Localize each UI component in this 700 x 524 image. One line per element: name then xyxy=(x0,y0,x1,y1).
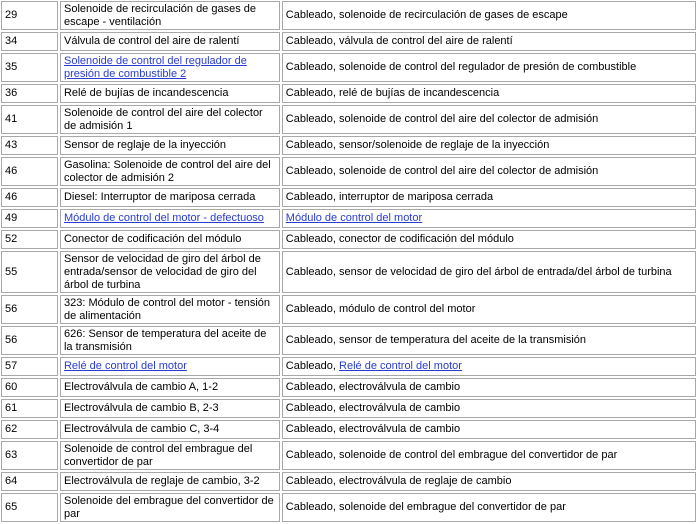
table-row xyxy=(1,378,696,397)
fix-prefix: Cableado, xyxy=(285,360,340,372)
component-cell: Solenoide de control del aire del colector de admisión 1 xyxy=(60,105,280,134)
code-cell: 65 xyxy=(1,493,58,522)
code-cell: 29 xyxy=(1,1,58,30)
component-cell: Diesel: Interruptor de mariposa cerrada xyxy=(60,188,280,207)
component-cell: Electroválvula de cambio B, 2-3 xyxy=(60,399,280,418)
code-cell: 46 xyxy=(1,188,58,207)
fix-cell: Cableado, electroválvula de cambio xyxy=(282,399,696,418)
fix-cell: Cableado, electroválvula de reglaje de cambio xyxy=(282,472,696,491)
component-cell xyxy=(60,357,280,376)
component-link[interactable]: Relé de control del motor xyxy=(63,360,187,372)
fix-cell: Cableado, solenoide de control del embrague del convertidor de par xyxy=(282,441,696,470)
code-cell: 46 xyxy=(1,157,58,186)
component-cell xyxy=(60,53,280,82)
table-row xyxy=(1,441,696,470)
table-row xyxy=(1,136,696,155)
fix-cell: Cableado, solenoide de control del regulador de presión de combustible xyxy=(282,53,696,82)
component-cell: Gasolina: Solenoide de control del aire del colector de admisión 2 xyxy=(60,157,280,186)
code-cell: 60 xyxy=(1,378,58,397)
table-row xyxy=(1,84,696,103)
component-cell: Electroválvula de cambio C, 3-4 xyxy=(60,420,280,439)
code-cell: 35 xyxy=(1,53,58,82)
table-row xyxy=(1,420,696,439)
table-row xyxy=(1,188,696,207)
code-cell: 64 xyxy=(1,472,58,491)
component-cell: 323: Módulo de control del motor - tensión de alimentación xyxy=(60,295,280,324)
fix-cell: Cableado, solenoide de recirculación de gases de escape xyxy=(282,1,696,30)
table-row xyxy=(1,295,696,324)
table-row xyxy=(1,357,696,376)
table-row xyxy=(1,157,696,186)
code-cell: 56 xyxy=(1,326,58,355)
table-row xyxy=(1,53,696,82)
component-cell: Solenoide del embrague del convertidor de par xyxy=(60,493,280,522)
component-cell: Relé de bujías de incandescencia xyxy=(60,84,280,103)
code-cell: 34 xyxy=(1,32,58,51)
fix-cell: Cableado, sensor de temperatura del aceite de la transmisión xyxy=(282,326,696,355)
fix-cell: Cableado, sensor de velocidad de giro del árbol de entrada/del árbol de turbina xyxy=(282,251,696,293)
component-cell: Sensor de velocidad de giro del árbol de entrada/sensor de velocidad de giro del árbol de turbina xyxy=(60,251,280,293)
component-cell: Solenoide de control del embrague del convertidor de par xyxy=(60,441,280,470)
fix-cell: Cableado, válvula de control del aire de ralentí xyxy=(282,32,696,51)
code-cell: 36 xyxy=(1,84,58,103)
code-cell: 61 xyxy=(1,399,58,418)
table-row xyxy=(1,251,696,293)
fix-link[interactable]: Relé de control del motor xyxy=(339,360,462,372)
table-row xyxy=(1,399,696,418)
fix-cell: Cableado, electroválvula de cambio xyxy=(282,378,696,397)
table-row xyxy=(1,209,696,228)
code-cell: 49 xyxy=(1,209,58,228)
table-row xyxy=(1,32,696,51)
component-link[interactable]: Solenoide de control del regulador de presión de combustible 2 xyxy=(63,54,247,80)
table-row xyxy=(1,230,696,249)
table-row xyxy=(1,472,696,491)
code-cell: 57 xyxy=(1,357,58,376)
component-cell: Sensor de reglaje de la inyección xyxy=(60,136,280,155)
fix-cell: Cableado, interruptor de mariposa cerrada xyxy=(282,188,696,207)
component-cell: Electroválvula de reglaje de cambio, 3-2 xyxy=(60,472,280,491)
component-cell: Solenoide de recirculación de gases de escape - ventilación xyxy=(60,1,280,30)
fix-cell: Cableado, relé de bujías de incandescencia xyxy=(282,84,696,103)
fix-cell: Cableado, sensor/solenoide de reglaje de la inyección xyxy=(282,136,696,155)
component-cell: Válvula de control del aire de ralentí xyxy=(60,32,280,51)
code-cell: 41 xyxy=(1,105,58,134)
code-cell: 43 xyxy=(1,136,58,155)
component-cell: 626: Sensor de temperatura del aceite de la transmisión xyxy=(60,326,280,355)
fix-cell xyxy=(282,209,696,228)
code-cell: 55 xyxy=(1,251,58,293)
fix-cell xyxy=(282,357,696,376)
component-cell: Conector de codificación del módulo xyxy=(60,230,280,249)
component-cell: Electroválvula de cambio A, 1-2 xyxy=(60,378,280,397)
fix-link[interactable]: Módulo de control del motor xyxy=(285,212,423,224)
table-row xyxy=(1,326,696,355)
table-row xyxy=(1,1,696,30)
table-row xyxy=(1,493,696,522)
code-cell: 56 xyxy=(1,295,58,324)
code-cell: 62 xyxy=(1,420,58,439)
table-row xyxy=(1,105,696,134)
fix-cell: Cableado, solenoide del embrague del convertidor de par xyxy=(282,493,696,522)
component-link[interactable]: Módulo de control del motor - defectuoso xyxy=(63,212,264,224)
fix-cell: Cableado, conector de codificación del módulo xyxy=(282,230,696,249)
fix-cell: Cableado, módulo de control del motor xyxy=(282,295,696,324)
fix-cell: Cableado, solenoide de control del aire del colector de admisión xyxy=(282,105,696,134)
fix-cell: Cableado, solenoide de control del aire del colector de admisión xyxy=(282,157,696,186)
component-cell xyxy=(60,209,280,228)
fix-cell: Cableado, electroválvula de cambio xyxy=(282,420,696,439)
code-cell: 63 xyxy=(1,441,58,470)
code-cell: 52 xyxy=(1,230,58,249)
